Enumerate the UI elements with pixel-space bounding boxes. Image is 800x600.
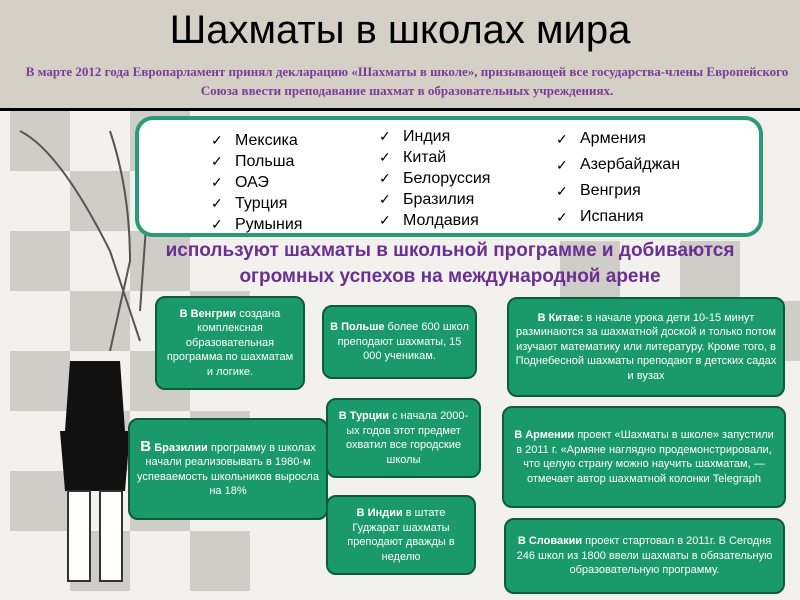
info-box-slovakia bbox=[504, 518, 785, 594]
box-text: с начала 2000-ых годов этот предмет охватил все городские школы bbox=[345, 410, 469, 466]
country-item bbox=[211, 151, 302, 172]
country-item bbox=[556, 204, 680, 230]
info-box-china bbox=[507, 297, 785, 397]
country-item bbox=[379, 189, 490, 210]
country-item bbox=[556, 126, 680, 152]
country-item bbox=[379, 210, 490, 231]
country-item bbox=[211, 214, 302, 235]
subtitle: В марте 2012 года Европарламент принял декларацию «Шахматы в школе», призывающей все государства-члены Европейского Союза ввести преподавание шахмат в образовательных учреждениях. bbox=[25, 64, 789, 98]
info-box-india bbox=[326, 495, 476, 575]
country-item bbox=[556, 152, 680, 178]
country-name: Румыния bbox=[235, 215, 303, 233]
country-item bbox=[556, 178, 680, 204]
country-name: Испания bbox=[580, 208, 644, 225]
country-name: Бразилия bbox=[403, 190, 475, 208]
box-lead: В Польше bbox=[330, 321, 385, 334]
box-text: проект стартовал в 2011г. В Сегодня 246 школ из 1800 ввели шахматы в обязательную образовательную программу. bbox=[516, 535, 773, 577]
box-text: программу в школах начали реализовывать в 1980-м успеваемость школьников выросла на 18% bbox=[137, 441, 319, 497]
info-box-turkey bbox=[326, 398, 481, 478]
country-name: Белоруссия bbox=[403, 169, 491, 187]
check-icon: ✓ bbox=[556, 208, 568, 225]
caption: используют шахматы в школьной программе и добиваются огромных успехов на международной арене bbox=[165, 240, 735, 287]
countries-column-2 bbox=[379, 126, 490, 231]
check-icon: ✓ bbox=[211, 195, 223, 211]
country-name: Польша bbox=[235, 152, 295, 170]
countries-column-1 bbox=[211, 130, 302, 235]
country-name: Турция bbox=[235, 194, 288, 212]
country-name: Азербайджан bbox=[580, 156, 681, 173]
check-icon: ✓ bbox=[211, 132, 223, 148]
country-name: ОАЭ bbox=[235, 173, 269, 191]
info-box-hungary bbox=[155, 296, 305, 390]
check-icon: ✓ bbox=[379, 128, 391, 144]
country-name: Мексика bbox=[235, 131, 298, 149]
check-icon: ✓ bbox=[211, 174, 223, 190]
box-lead-letter: В bbox=[140, 437, 152, 455]
box-text: в начале урока дети 10-15 минут разминаются за шахматной доской и только потом изучают математику или литературу. Кроме того, в Поднебесной шахматы преподают в детских садах и вузах bbox=[515, 311, 777, 382]
country-item bbox=[379, 147, 490, 168]
box-lead: В Армении bbox=[514, 429, 575, 441]
box-lead: В Венгрии bbox=[179, 307, 237, 320]
check-icon: ✓ bbox=[379, 191, 391, 207]
page-title: Шахматы в школах мира bbox=[169, 8, 631, 52]
countries-column-3 bbox=[556, 126, 680, 230]
check-icon: ✓ bbox=[211, 216, 223, 232]
check-icon: ✓ bbox=[379, 212, 391, 228]
check-icon: ✓ bbox=[556, 182, 568, 199]
check-icon: ✓ bbox=[556, 130, 568, 147]
countries-frame bbox=[135, 116, 763, 237]
country-name: Венгрия bbox=[580, 182, 641, 199]
box-text: проект «Шахматы в школе» запустили в 2011 г. «Армяне наглядно продемонстрировали, что целую страну можно научить шахматам, — отмечает автор шахматной колонки Telegraph bbox=[516, 429, 774, 485]
box-text: более 600 школ преподают шахматы, 15 000 ученикам. bbox=[337, 321, 469, 363]
country-name: Армения bbox=[580, 130, 646, 147]
check-icon: ✓ bbox=[211, 153, 223, 169]
country-item bbox=[211, 193, 302, 214]
info-box-armenia bbox=[502, 406, 786, 508]
check-icon: ✓ bbox=[556, 156, 568, 173]
box-lead: В Индии bbox=[356, 507, 403, 519]
check-icon: ✓ bbox=[379, 149, 391, 165]
check-icon: ✓ bbox=[379, 170, 391, 186]
box-text: в штате Гуджарат шахматы преподают дважды в неделю bbox=[347, 507, 455, 563]
box-lead: Бразилии bbox=[151, 441, 208, 454]
country-item bbox=[211, 130, 302, 151]
box-text: создана комплексная образовательная программа по шахматам и логике. bbox=[166, 307, 294, 378]
country-name: Молдавия bbox=[403, 211, 479, 229]
box-lead: В Словакии bbox=[517, 535, 583, 548]
country-name: Китай bbox=[403, 148, 447, 166]
country-item bbox=[379, 126, 490, 147]
country-item bbox=[211, 172, 302, 193]
box-lead: В Турции bbox=[338, 410, 390, 422]
country-item bbox=[379, 168, 490, 189]
country-name: Индия bbox=[403, 127, 451, 145]
box-lead: В Китае: bbox=[537, 311, 584, 324]
info-box-brazil bbox=[128, 418, 328, 520]
info-box-poland bbox=[322, 305, 477, 379]
